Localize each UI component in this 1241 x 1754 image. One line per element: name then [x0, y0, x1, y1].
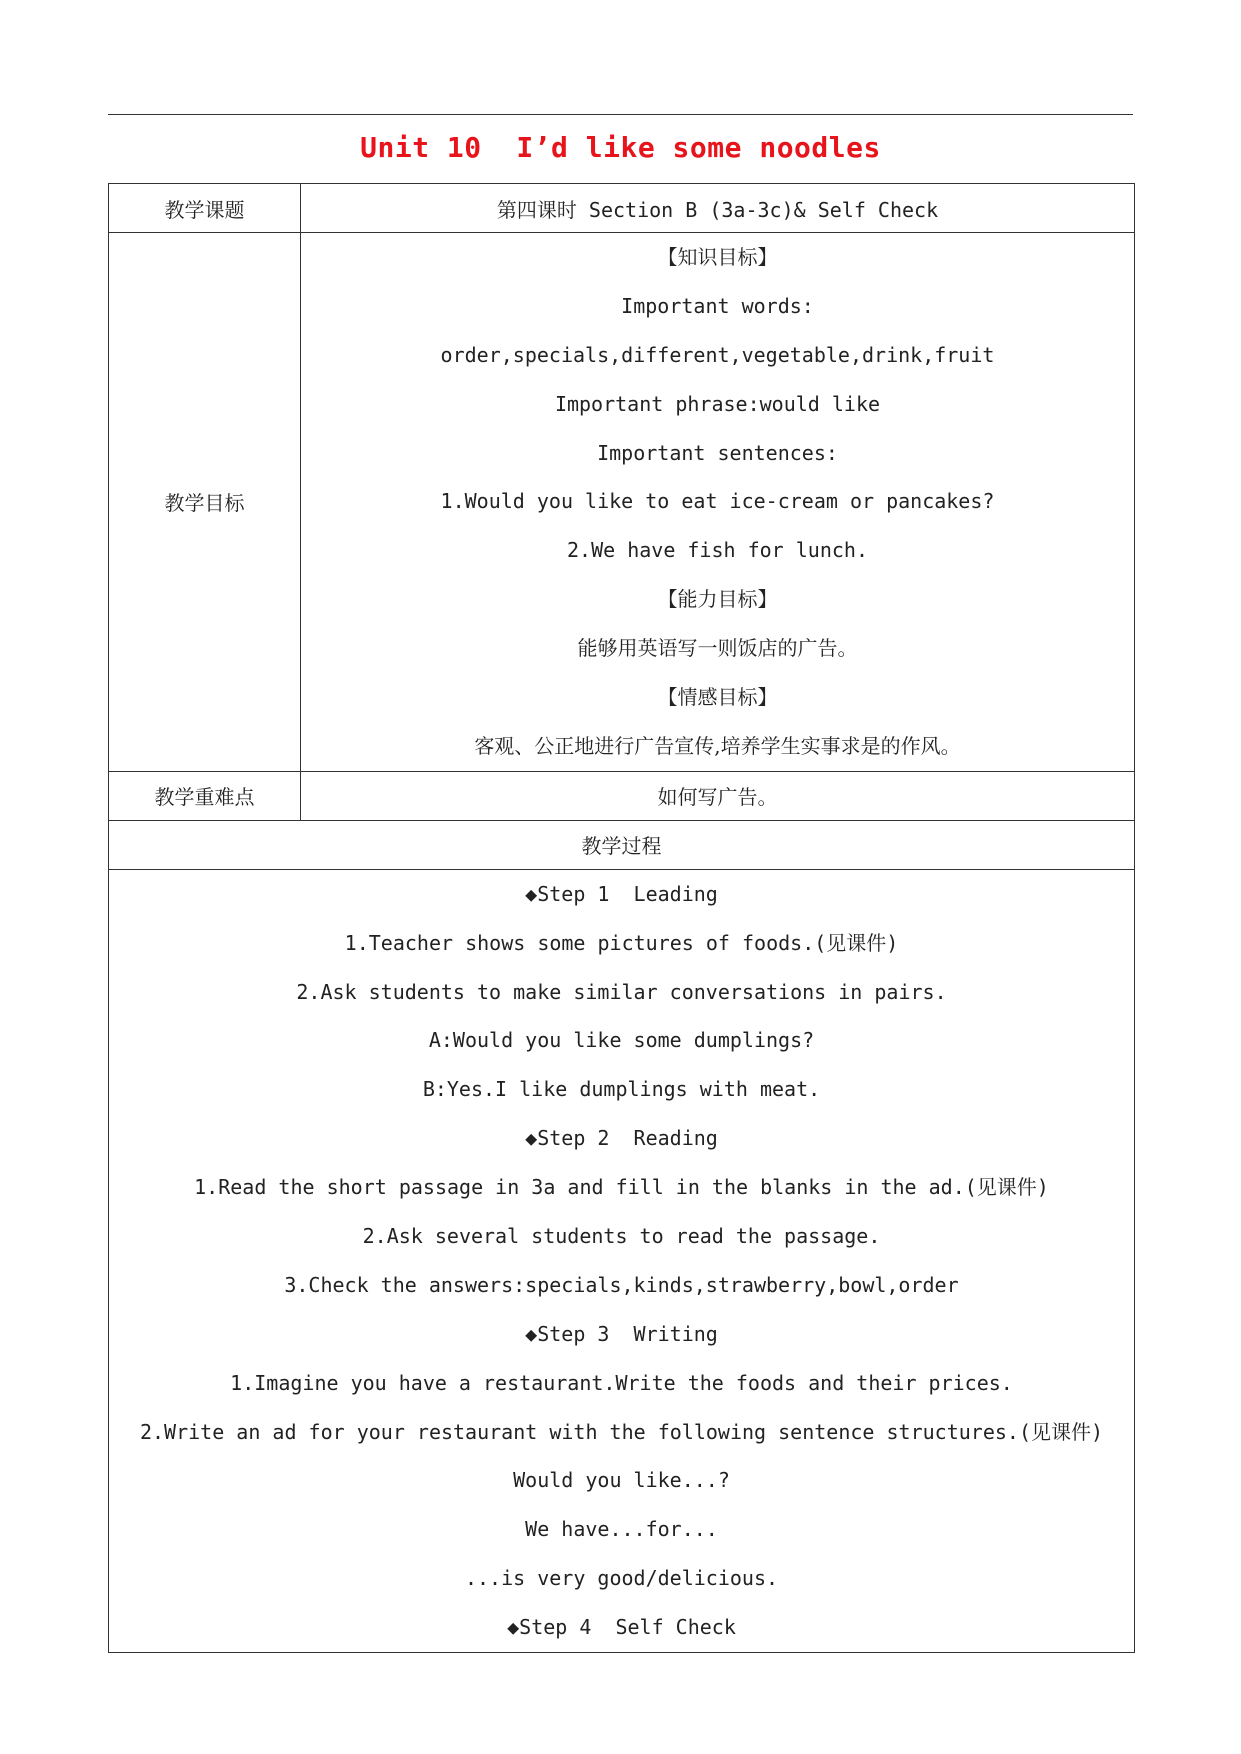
- header-rule: [108, 114, 1133, 115]
- process-line: 2.Ask students to make similar conversations in pairs.: [296, 979, 947, 1004]
- step-heading: ◆Step 1 Leading: [525, 881, 718, 906]
- goals-row: [109, 233, 1135, 772]
- topic-label: 教学课题: [109, 184, 301, 233]
- step-heading: ◆Step 3 Writing: [525, 1321, 718, 1346]
- process-line: 1.Teacher shows some pictures of foods.(见课件): [344, 930, 899, 955]
- process-line: A:Would you like some dumplings?: [428, 1028, 815, 1053]
- knowledge-goal-heading: 【知识目标】: [657, 245, 778, 269]
- process-content: [109, 869, 1135, 1652]
- focus-label: 教学重难点: [109, 771, 301, 820]
- process-row: [109, 869, 1135, 1652]
- goal-line: Important sentences:: [597, 440, 838, 465]
- step-heading: ◆Step 2 Reading: [525, 1126, 718, 1151]
- document-title: Unit 10 I’d like some noodles: [360, 131, 881, 164]
- process-line: 1.Imagine you have a restaurant.Write the foods and their prices.: [230, 1370, 1013, 1395]
- process-line: 3.Check the answers:specials,kinds,strawberry,bowl,order: [284, 1272, 959, 1297]
- goal-line: 能够用英语写一则饭店的广告。: [577, 636, 858, 661]
- process-line: ...is very good/delicious.: [464, 1566, 779, 1591]
- process-header-row: [109, 820, 1135, 869]
- process-line: 1.Read the short passage in 3a and fill in the blanks in the ad.(见课件): [194, 1175, 1049, 1200]
- goals-label: 教学目标: [109, 233, 301, 772]
- goal-line: 客观、公正地进行广告宣传,培养学生实事求是的作风。: [474, 733, 961, 758]
- goals-content: [301, 233, 1135, 772]
- emotion-goal-heading: 【情感目标】: [657, 685, 778, 710]
- lesson-plan-table: [108, 183, 1135, 1653]
- process-header: 教学过程: [109, 820, 1135, 869]
- step-heading: ◆Step 4 Self Check: [507, 1615, 736, 1640]
- goal-line: order,specials,different,vegetable,drink,fruit: [440, 342, 995, 367]
- goal-line: 1.Would you like to eat ice-cream or pancakes?: [440, 489, 995, 514]
- process-line: B:Yes.I like dumplings with meat.: [422, 1077, 821, 1102]
- goal-line: Important phrase:would like: [554, 391, 881, 416]
- topic-row: [109, 184, 1135, 233]
- goal-line: 2.We have fish for lunch.: [566, 538, 869, 563]
- ability-goal-heading: 【能力目标】: [657, 587, 778, 612]
- topic-value: 第四课时 Section B (3a-3c)& Self Check: [301, 184, 1135, 233]
- process-line: 2.Write an ad for your restaurant with the following sentence structures.(见课件): [139, 1419, 1104, 1444]
- process-line: Would you like...?: [513, 1468, 730, 1493]
- goal-line: Important words:: [621, 293, 814, 318]
- process-line: We have...for...: [525, 1517, 718, 1542]
- focus-value: 如何写广告。: [301, 771, 1135, 820]
- focus-row: [109, 771, 1135, 820]
- process-line: 2.Ask several students to read the passage.: [362, 1224, 881, 1249]
